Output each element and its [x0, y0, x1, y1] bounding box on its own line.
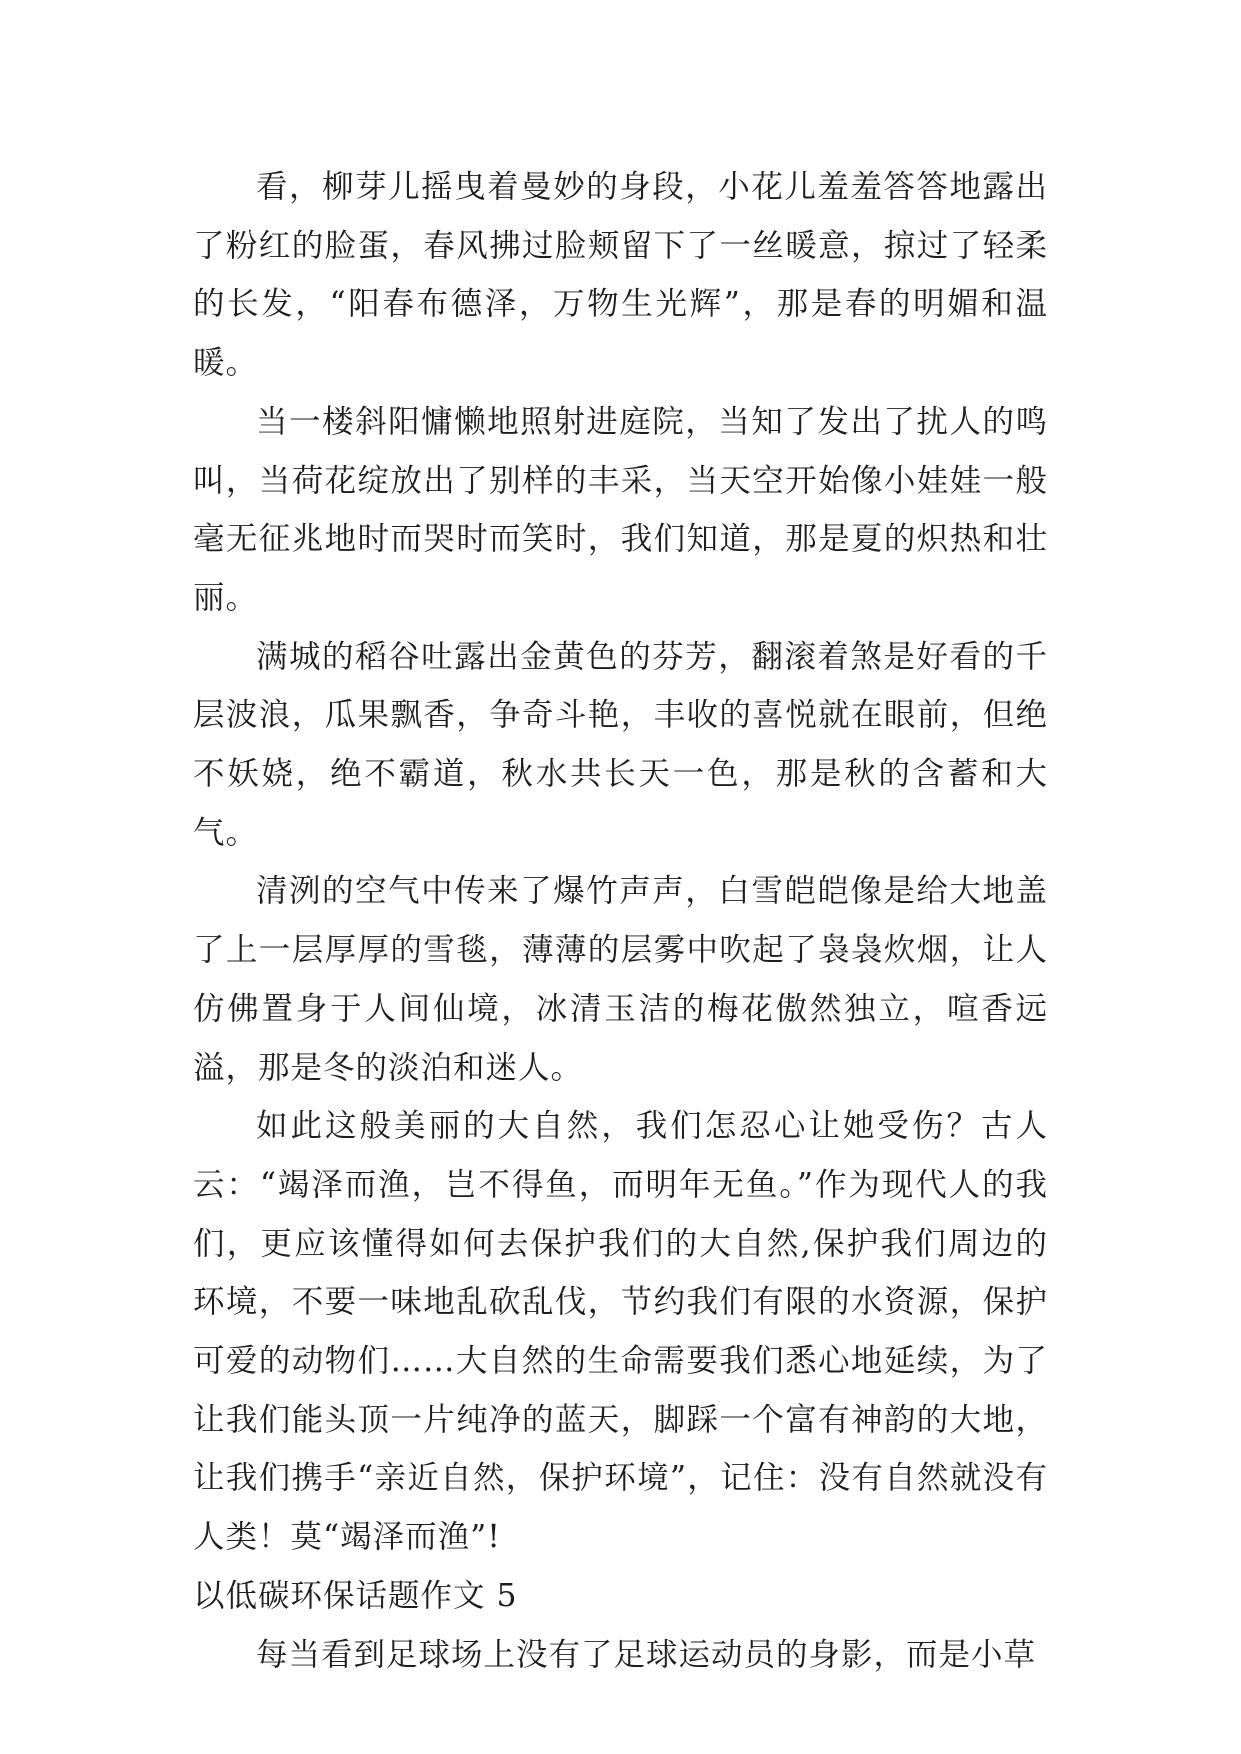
section-heading: 以低碳环保话题作文 5	[193, 1577, 518, 1614]
document-body	[193, 158, 1048, 1684]
paragraph-football-field: 每当看到足球场上没有了足球运动员的身影，而是小草	[256, 1636, 1037, 1673]
paragraph-autumn: 满城的稻谷吐露出金黄色的芬芳，翻滚着煞是好看的千层波浪，瓜果飘香，争奇斗艳，丰收的喜悦就在眼前，但绝不妖娆，绝不霸道，秋水共长天一色，那是秋的含蓄和大气。	[193, 638, 1048, 851]
paragraph-winter: 清洌的空气中传来了爆竹声声，白雪皑皑像是给大地盖了上一层厚厚的雪毯，薄薄的层雾中吹起了袅袅炊烟，让人仿佛置身于人间仙境，冰清玉洁的梅花傲然独立，喧香远溢，那是冬的淡泊和迷人。	[193, 873, 1048, 1086]
paragraph-protect-nature: 如此这般美丽的大自然，我们怎忍心让她受伤？古人云：“竭泽而渔，岂不得鱼，而明年无鱼。”作为现代人的我们，更应该懂得如何去保护我们的大自然,保护我们周边的环境，不要一味地乱砍乱伐，节约我们有限的水资源，保护可爱的动物们……大自然的生命需要我们悉心地延续，为了让我们能头顶一片纯净的蓝天，脚踩一个富有神韵的大地，让我们携手“亲近自然，保护环境”，记住：没有自然就没有人类！莫“竭泽而渔”!	[193, 1108, 1048, 1556]
paragraph-spring: 看，柳芽儿摇曳着曼妙的身段，小花儿羞羞答答地露出了粉红的脸蛋，春风拂过脸颊留下了一丝暖意，掠过了轻柔的长发，“阳春布德泽，万物生光辉”，那是春的明媚和温暖。	[193, 169, 1048, 382]
paragraph-summer: 当一楼斜阳慵懒地照射进庭院，当知了发出了扰人的鸣叫，当荷花绽放出了别样的丰采，当天空开始像小娃娃一般毫无征兆地时而哭时而笑时，我们知道，那是夏的炽热和壮丽。	[193, 403, 1048, 616]
